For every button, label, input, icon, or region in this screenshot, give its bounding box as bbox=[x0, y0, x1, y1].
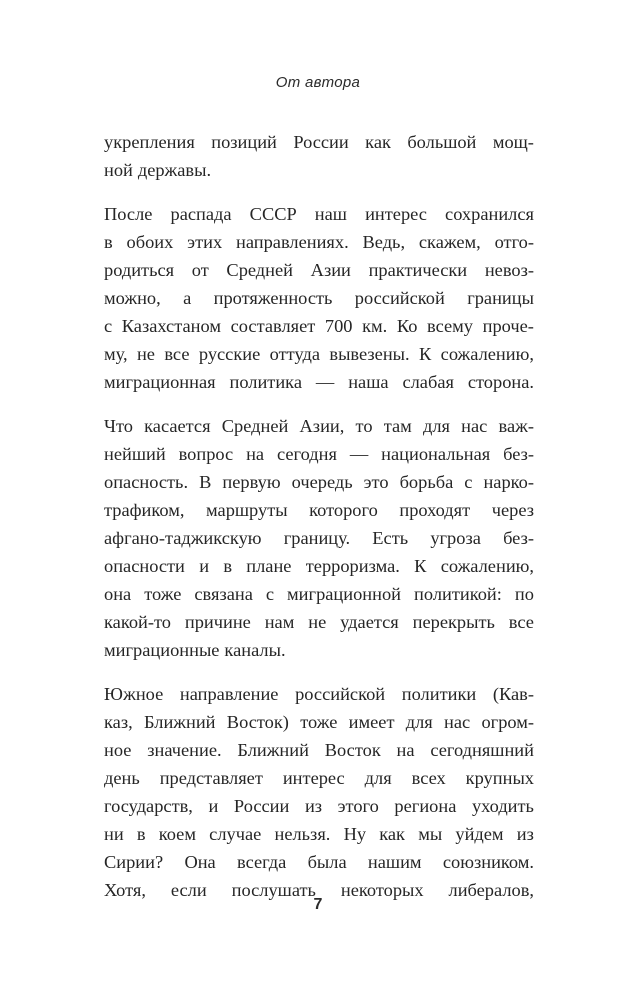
word: все bbox=[164, 344, 190, 364]
word: связана bbox=[194, 584, 253, 604]
word: миграционные bbox=[104, 640, 220, 660]
word: миграционной bbox=[287, 584, 402, 604]
word: России bbox=[233, 796, 290, 816]
word: значение. bbox=[147, 740, 222, 760]
text-line bbox=[104, 524, 534, 552]
word: опасность. bbox=[104, 472, 189, 492]
word: если bbox=[170, 880, 207, 900]
text-line bbox=[104, 552, 534, 580]
word: К bbox=[419, 344, 432, 364]
word: российской bbox=[354, 288, 445, 308]
word: скажем, bbox=[418, 232, 481, 252]
word: Средней bbox=[221, 416, 289, 436]
word: СССР bbox=[249, 204, 297, 224]
word: России bbox=[293, 132, 349, 152]
word: слабая bbox=[402, 372, 454, 392]
word: с bbox=[265, 584, 275, 604]
word: как bbox=[379, 824, 405, 844]
word: практически bbox=[368, 260, 468, 280]
word: нас bbox=[444, 712, 471, 732]
word: то bbox=[355, 416, 373, 436]
word: Сирии? bbox=[104, 852, 164, 872]
text-line bbox=[104, 284, 534, 312]
word: — bbox=[349, 444, 369, 464]
text-line bbox=[104, 792, 534, 820]
word: Она bbox=[184, 852, 216, 872]
word: Средней bbox=[226, 260, 294, 280]
word: Азии, bbox=[299, 416, 345, 436]
word: родиться bbox=[104, 260, 175, 280]
word: Восток bbox=[324, 740, 381, 760]
word: нам bbox=[264, 612, 295, 632]
word: некоторых bbox=[340, 880, 424, 900]
word: отго- bbox=[494, 232, 534, 252]
word: в bbox=[104, 232, 113, 252]
word: имеет bbox=[348, 712, 395, 732]
word: это bbox=[363, 472, 389, 492]
word: с bbox=[104, 316, 113, 336]
word: Ведь, bbox=[362, 232, 406, 252]
word: политика bbox=[229, 372, 302, 392]
word: В bbox=[199, 472, 212, 492]
paragraph bbox=[104, 200, 534, 396]
word: нас bbox=[461, 416, 488, 436]
word: каналы. bbox=[224, 640, 286, 660]
body-text-block bbox=[104, 128, 534, 904]
word: и bbox=[208, 796, 219, 816]
paragraph bbox=[104, 412, 534, 664]
word: огром- bbox=[481, 712, 534, 732]
word: наш bbox=[314, 204, 347, 224]
word: в bbox=[223, 556, 232, 576]
word: борьба bbox=[399, 472, 454, 492]
word: через bbox=[491, 500, 534, 520]
word: не bbox=[136, 344, 155, 364]
text-line bbox=[104, 468, 534, 496]
word: сегодняшний bbox=[430, 740, 534, 760]
word: угроза bbox=[430, 528, 481, 548]
word: трафиком, bbox=[104, 500, 185, 520]
page-number: 7 bbox=[313, 896, 323, 913]
word: афгано-таджикскую bbox=[104, 528, 262, 548]
word: сожалению, bbox=[440, 556, 534, 576]
word: Ближний bbox=[237, 740, 309, 760]
word: либералов, bbox=[448, 880, 534, 900]
word: интерес bbox=[365, 204, 427, 224]
word: позиций bbox=[211, 132, 277, 152]
word: для bbox=[364, 768, 392, 788]
word: российской bbox=[295, 684, 386, 704]
word: можно, bbox=[104, 288, 161, 308]
word: день bbox=[104, 768, 140, 788]
word: первую bbox=[222, 472, 281, 492]
word: Южное bbox=[104, 684, 164, 704]
text-line bbox=[104, 156, 534, 184]
word: без- bbox=[503, 528, 534, 548]
paragraph bbox=[104, 128, 534, 184]
word: направлениях. bbox=[235, 232, 349, 252]
word: К bbox=[414, 556, 427, 576]
word: сторона. bbox=[467, 372, 534, 392]
word: Ну bbox=[343, 824, 367, 844]
word: этого bbox=[337, 796, 379, 816]
word: нашим bbox=[367, 852, 422, 872]
text-line bbox=[104, 128, 534, 156]
word: большой bbox=[407, 132, 477, 152]
word: для bbox=[422, 416, 450, 436]
word: тоже bbox=[300, 712, 338, 732]
word: государств, bbox=[104, 796, 193, 816]
word: маршруты bbox=[206, 500, 288, 520]
word: из bbox=[304, 796, 323, 816]
word: — bbox=[315, 372, 335, 392]
text-line bbox=[104, 636, 534, 664]
word: этих bbox=[187, 232, 223, 252]
word: союзником. bbox=[442, 852, 534, 872]
word: мощ- bbox=[492, 132, 534, 152]
word: для bbox=[405, 712, 433, 732]
word: она bbox=[104, 584, 132, 604]
text-line bbox=[104, 608, 534, 636]
word: политики bbox=[401, 684, 477, 704]
word: составляет bbox=[230, 316, 316, 336]
word: ной bbox=[104, 160, 133, 180]
word: была bbox=[307, 852, 347, 872]
word: (Кав- bbox=[492, 684, 534, 704]
text-line bbox=[104, 496, 534, 524]
word: плане bbox=[246, 556, 292, 576]
text-line bbox=[104, 680, 534, 708]
word: причине bbox=[184, 612, 251, 632]
word: Хотя, bbox=[104, 880, 146, 900]
word: мы bbox=[418, 824, 443, 844]
word: опасности bbox=[104, 556, 185, 576]
word: Что bbox=[104, 416, 133, 436]
word: региона bbox=[394, 796, 457, 816]
word: интерес bbox=[282, 768, 345, 788]
word: Ко bbox=[396, 316, 418, 336]
word: тоже bbox=[144, 584, 182, 604]
word: нельзя. bbox=[274, 824, 331, 844]
text-line bbox=[104, 200, 534, 228]
word: не bbox=[308, 612, 327, 632]
word: какой-то bbox=[104, 612, 171, 632]
word: удается bbox=[340, 612, 399, 632]
word: терроризма. bbox=[305, 556, 400, 576]
word: невоз- bbox=[484, 260, 534, 280]
word: проходят bbox=[399, 500, 471, 520]
word: границы bbox=[467, 288, 534, 308]
word: вопрос bbox=[178, 444, 234, 464]
text-line bbox=[104, 312, 534, 340]
word: все bbox=[508, 612, 534, 632]
word: крупных bbox=[465, 768, 534, 788]
word: вывезены. bbox=[329, 344, 410, 364]
word: в bbox=[136, 824, 146, 844]
word: представляет bbox=[159, 768, 263, 788]
text-line bbox=[104, 848, 534, 876]
paragraph bbox=[104, 680, 534, 904]
text-line bbox=[104, 228, 534, 256]
word: направление bbox=[179, 684, 279, 704]
word: ное bbox=[104, 740, 132, 760]
text-line bbox=[104, 580, 534, 608]
text-line bbox=[104, 368, 534, 396]
word: политикой: bbox=[414, 584, 502, 604]
word: без- bbox=[503, 444, 534, 464]
word: Восток) bbox=[226, 712, 289, 732]
word: сегодня bbox=[277, 444, 337, 464]
word: национальная bbox=[381, 444, 491, 464]
word: всех bbox=[411, 768, 446, 788]
word: сохранился bbox=[445, 204, 534, 224]
text-line bbox=[104, 340, 534, 368]
text-line bbox=[104, 256, 534, 284]
word: державы. bbox=[137, 160, 212, 180]
text-line bbox=[104, 736, 534, 764]
word: русские bbox=[198, 344, 261, 364]
word: границу. bbox=[283, 528, 351, 548]
word: от bbox=[191, 260, 209, 280]
word: коем bbox=[158, 824, 196, 844]
text-line bbox=[104, 820, 534, 848]
word: всегда bbox=[237, 852, 287, 872]
word: послушать bbox=[231, 880, 316, 900]
word: всему bbox=[427, 316, 473, 336]
word: случае bbox=[209, 824, 262, 844]
word: по bbox=[514, 584, 534, 604]
word: км. bbox=[362, 316, 388, 336]
word: как bbox=[365, 132, 391, 152]
word: наша bbox=[348, 372, 389, 392]
word: Есть bbox=[372, 528, 409, 548]
word: на bbox=[396, 740, 415, 760]
word: распада bbox=[170, 204, 232, 224]
word: а bbox=[183, 288, 192, 308]
word: перекрыть bbox=[412, 612, 495, 632]
word: которого bbox=[309, 500, 378, 520]
word: из bbox=[516, 824, 534, 844]
word: нейший bbox=[104, 444, 166, 464]
word: проче- bbox=[482, 316, 534, 336]
text-line bbox=[104, 708, 534, 736]
word: 700 bbox=[324, 316, 353, 336]
word: касается bbox=[144, 416, 211, 436]
word: нарко- bbox=[483, 472, 534, 492]
word: оттуда bbox=[269, 344, 321, 364]
word: важ- bbox=[498, 416, 534, 436]
word: Азии bbox=[310, 260, 351, 280]
text-line bbox=[104, 764, 534, 792]
word: миграционная bbox=[104, 372, 216, 392]
word: укрепления bbox=[104, 132, 195, 152]
word: Казахстаном bbox=[121, 316, 221, 336]
word: там bbox=[383, 416, 412, 436]
word: Ближний bbox=[143, 712, 216, 732]
word: уйдем bbox=[455, 824, 504, 844]
word: обоих bbox=[126, 232, 174, 252]
word: ни bbox=[104, 824, 124, 844]
word: После bbox=[104, 204, 153, 224]
word: с bbox=[464, 472, 473, 492]
word: му, bbox=[104, 344, 128, 364]
text-line bbox=[104, 440, 534, 468]
text-line bbox=[104, 412, 534, 440]
running-head: От автора bbox=[275, 74, 361, 91]
word: сожалению, bbox=[440, 344, 534, 364]
word: каз, bbox=[104, 712, 133, 732]
word: очередь bbox=[291, 472, 353, 492]
word: уходить bbox=[471, 796, 534, 816]
word: на bbox=[246, 444, 265, 464]
word: протяженность bbox=[213, 288, 333, 308]
word: и bbox=[199, 556, 210, 576]
